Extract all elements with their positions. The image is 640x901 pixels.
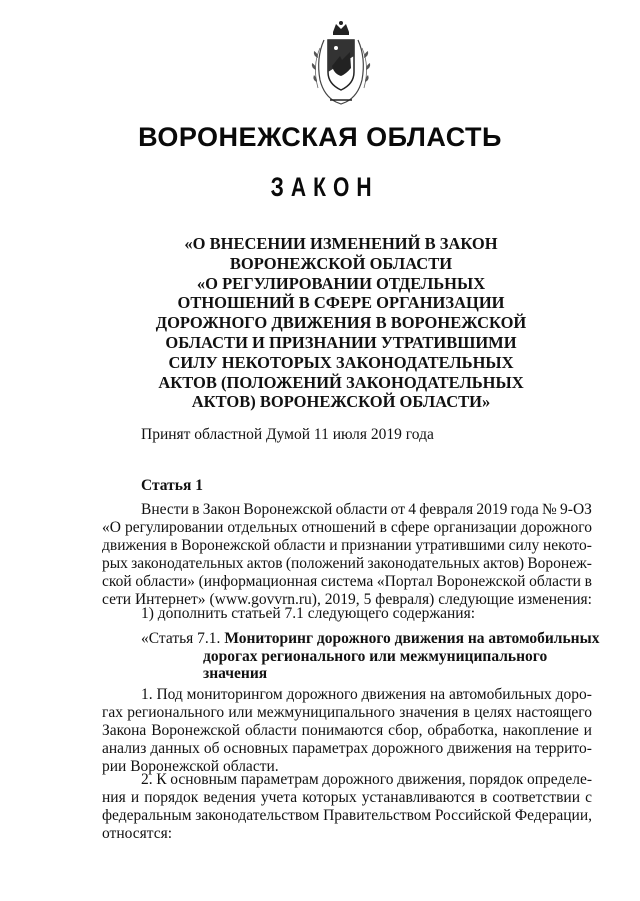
title-line: СИЛУ НЕКОТОРЫХ ЗАКОНОДАТЕЛЬНЫХ — [168, 352, 514, 372]
text-line: анализ данных об основных параметрах дорожного движения на террито- — [102, 739, 592, 757]
text-line: 1) дополнить статьей 7.1 следующего содержания: — [141, 605, 475, 622]
article-item — [102, 605, 592, 623]
article-heading: Статья 1 — [141, 477, 203, 494]
text-line: 2. К основным параметрам дорожного движения, порядок определе- — [141, 771, 592, 788]
title-line: ВОРОНЕЖСКОЙ ОБЛАСТИ — [229, 253, 453, 273]
law-title — [140, 234, 542, 412]
text-line: относятся: — [102, 824, 173, 842]
document-type: ЗАКОН — [270, 172, 379, 202]
article-paragraph — [102, 501, 592, 608]
article-7-1-title: дорогах регионального или межмуниципального — [203, 647, 548, 665]
region-name: ВОРОНЕЖСКАЯ ОБЛАСТЬ — [138, 122, 502, 152]
title-line: «О ВНЕСЕНИИ ИЗМЕНЕНИЙ В ЗАКОН — [184, 234, 498, 253]
text-line: движения в Воронежской области и признании утратившими силу некото- — [102, 536, 592, 554]
text-line: ния и порядок ведения учета которых устанавливаются в соответствии с — [102, 788, 592, 806]
title-line: ОТНОШЕНИЙ В СФЕРЕ ОРГАНИЗАЦИИ — [177, 293, 505, 313]
section-paragraph-1 — [102, 686, 592, 776]
title-line: АКТОВ (ПОЛОЖЕНИЙ ЗАКОНОДАТЕЛЬНЫХ — [158, 372, 524, 392]
article-7-1-heading — [141, 630, 601, 683]
article-7-1-title: значения — [203, 665, 268, 683]
title-line: «О РЕГУЛИРОВАНИИ ОТДЕЛЬНЫХ — [196, 273, 486, 293]
title-line: АКТОВ) ВОРОНЕЖСКОЙ ОБЛАСТИ» — [191, 392, 491, 412]
adoption-note: Принят областной Думой 11 июля 2019 года — [141, 426, 434, 443]
text-line: Закона Воронежской области понимаются сбор, обработка, накопление и — [102, 721, 592, 739]
section-paragraph-2 — [102, 771, 592, 843]
text-line: рии Воронежской области. — [102, 757, 279, 775]
text-line: рых законодательных актов (положений законодательных актов) Воронеж- — [102, 554, 592, 572]
article-7-1-prefix: «Статья 7.1. — [141, 630, 225, 647]
coat-of-arms-icon — [306, 18, 376, 106]
text-line: ской области» (информационная система «Портал Воронежской области в — [102, 572, 592, 590]
article-7-1-title: Мониторинг дорожного движения на автомобильных — [224, 630, 600, 647]
title-line: ДОРОЖНОГО ДВИЖЕНИЯ В ВОРОНЕЖСКОЙ — [155, 313, 527, 333]
text-line: 1. Под мониторингом дорожного движения на автомобильных доро- — [141, 686, 592, 703]
title-line: ОБЛАСТИ И ПРИЗНАНИИ УТРАТИВШИМИ — [165, 332, 517, 352]
text-line: федеральным законодательством Правительством Российской Федерации, — [102, 806, 592, 824]
text-line: Внести в Закон Воронежской области от 4 февраля 2019 года № 9-ОЗ — [141, 501, 592, 518]
text-line: сети Интернет» (www.govvrn.ru), 2019, 5 февраля) следующие изменения: — [102, 590, 592, 608]
text-line: «О регулировании отдельных отношений в сфере организации дорожного — [102, 518, 592, 536]
text-line: гах регионального или межмуниципального значения в целях настоящего — [102, 703, 592, 721]
